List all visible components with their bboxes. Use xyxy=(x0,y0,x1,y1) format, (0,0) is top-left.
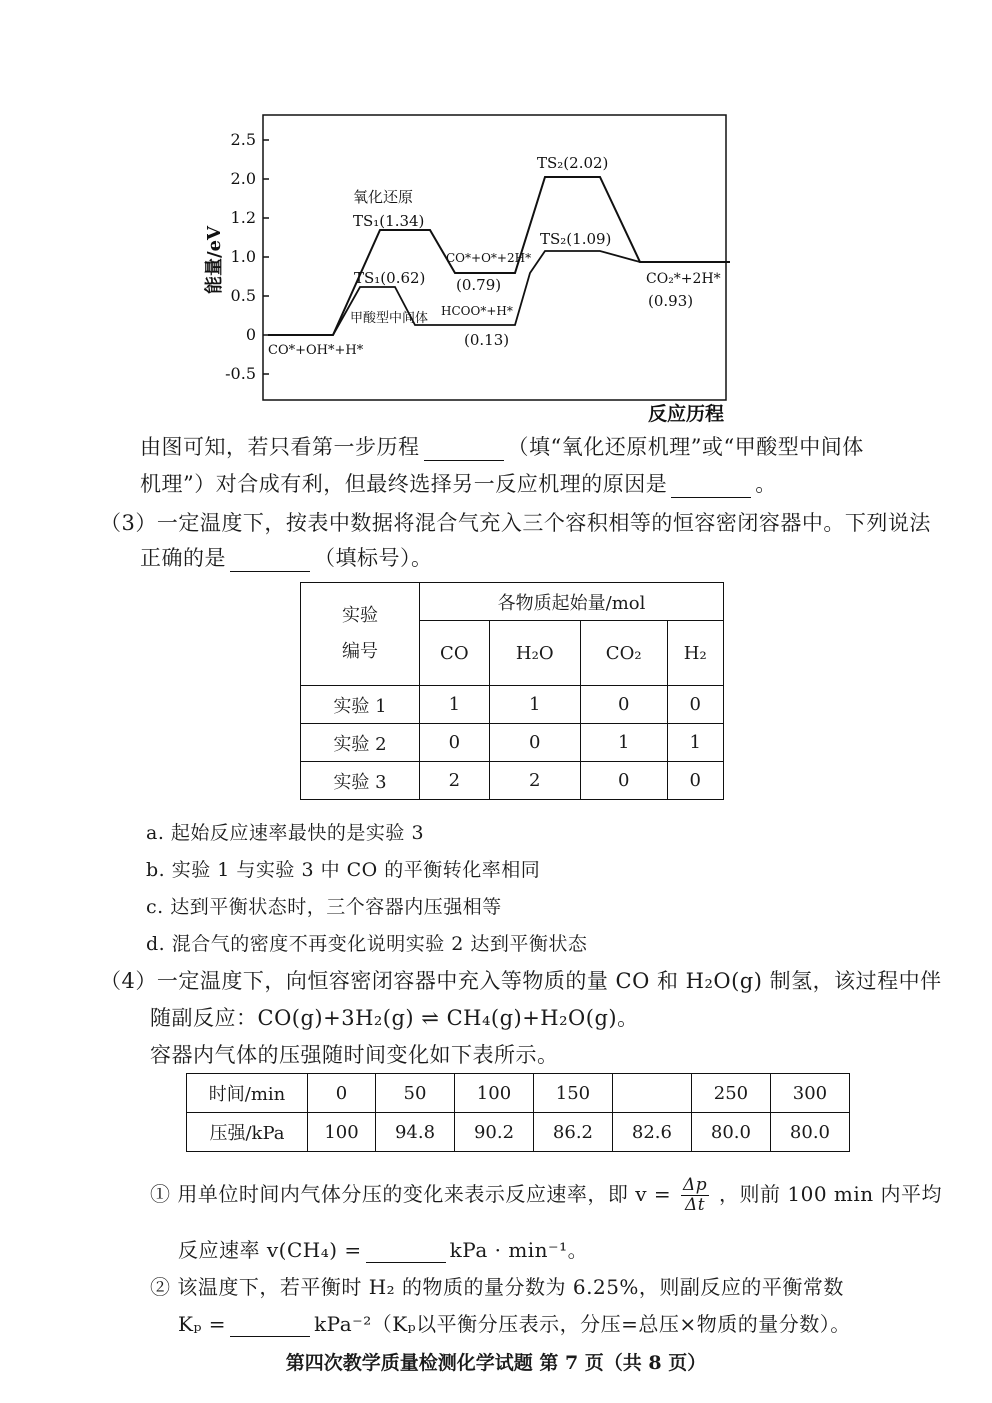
label-redox-title: 氧化还原 xyxy=(353,188,414,206)
y-tick-label: 0.5 xyxy=(230,286,256,305)
label-079: (0.79) xyxy=(456,276,502,294)
y-tick-label: -0.5 xyxy=(225,364,256,383)
y-tick-label: 0 xyxy=(245,325,256,344)
label-formate-path: 甲酸型中间体 xyxy=(350,311,429,326)
energy-profile-chart xyxy=(200,110,760,435)
q2-line-2: 机理”）对合成有利，但最终选择另一反应机理的原因是 。 xyxy=(140,472,777,496)
label-013: (0.13) xyxy=(464,331,510,349)
y-axis-label: 能量/eV xyxy=(204,226,225,294)
table-col-header: H₂ xyxy=(667,621,723,686)
blank-time-cell xyxy=(612,1074,691,1113)
page-footer: 第四次教学质量检测化学试题 第 7 页（共 8 页） xyxy=(285,1352,707,1374)
x-axis-label: 反应历程 xyxy=(648,403,725,425)
q4-sub1-line2: 反应速率 v(CH₄) = kPa · min⁻¹。 xyxy=(178,1238,589,1262)
q4-line-1: （4）一定温度下，向恒容密闭容器中充入等物质的量 CO 和 H₂O(g) 制氢，该过程中伴 xyxy=(100,969,942,993)
pressure-label: 压强/kPa xyxy=(187,1113,308,1152)
option-d: d. 混合气的密度不再变化说明实验 2 达到平衡状态 xyxy=(146,933,588,955)
label-093: (0.93) xyxy=(648,292,694,310)
initial-amount-table xyxy=(300,582,724,800)
table-row: 实验 3 2 2 0 0 xyxy=(301,762,724,800)
table-col-header: H₂O xyxy=(489,621,580,686)
q2-line-1: 由图可知，若只看第一步历程 （填“氧化还原机理”或“甲酸型中间体 xyxy=(140,435,864,459)
option-c: c. 达到平衡状态时，三个容器内压强相等 xyxy=(146,896,502,918)
table-row: 压强/kPa 100 94.8 90.2 86.2 82.6 80.0 80.0 xyxy=(187,1113,850,1152)
table-row: 时间/min 0 50 100 150 250 300 xyxy=(187,1074,850,1113)
answer-blank[interactable] xyxy=(230,1316,310,1337)
label-start: CO*+OH*+H* xyxy=(268,343,364,358)
option-a: a. 起始反应速率最快的是实验 3 xyxy=(146,822,425,844)
q4-line-3: 容器内气体的压强随时间变化如下表所示。 xyxy=(150,1043,559,1067)
q3-line-1: （3）一定温度下，按表中数据将混合气充入三个容积相等的恒容密闭容器中。下列说法 xyxy=(100,511,931,535)
label-ts1-formate: TS₁(0.62) xyxy=(354,269,426,287)
table-row: 实验 1 1 1 0 0 xyxy=(301,686,724,724)
y-tick-label: 1.0 xyxy=(230,247,256,266)
table-col-header: CO xyxy=(420,621,490,686)
pressure-time-table xyxy=(186,1073,850,1152)
answer-blank[interactable] xyxy=(671,477,751,498)
label-end: CO₂*+2H* xyxy=(646,271,721,287)
answer-blank[interactable] xyxy=(424,440,504,461)
y-tick-label: 1.2 xyxy=(230,208,256,227)
y-tick-label: 2.5 xyxy=(230,130,256,149)
table-header-group: 各物质起始量/mol xyxy=(420,583,724,621)
q4-line-2: 随副反应：CO(g)+3H₂(g) ⇌ CH₄(g)+H₂O(g)。 xyxy=(150,1006,639,1030)
time-label: 时间/min xyxy=(187,1074,308,1113)
rate-fraction: $\frac{\Delta p}{\Delta t}$ xyxy=(683,1175,708,1215)
table-header-experiment: 实验 编号 xyxy=(301,583,420,686)
label-ts2-formate: TS₂(1.09) xyxy=(540,230,612,248)
answer-blank[interactable] xyxy=(366,1242,446,1263)
label-ts1-redox: TS₁(1.34) xyxy=(353,212,425,230)
label-ts2-redox: TS₂(2.02) xyxy=(537,154,609,172)
answer-blank[interactable] xyxy=(230,551,310,572)
label-co-o-2h: CO*+O*+2H* xyxy=(446,251,532,265)
label-hcoo: HCOO*+H* xyxy=(441,304,513,318)
q3-line-2: 正确的是 （填标号）。 xyxy=(140,546,433,570)
option-b: b. 实验 1 与实验 3 中 CO 的平衡转化率相同 xyxy=(146,859,541,881)
table-col-header: CO₂ xyxy=(580,621,667,686)
q4-sub1-line1: ① 用单位时间内气体分压的变化来表示反应速率，即 v = $\frac{\Delta p}{\Delta t}$ ，则前 100 min 内平均 xyxy=(150,1175,943,1215)
q4-sub2-line2: Kₚ = kPa⁻²（Kₚ以平衡分压表示，分压=总压×物质的量分数）。 xyxy=(178,1312,851,1336)
table-row: 实验 2 0 0 1 1 xyxy=(301,724,724,762)
q4-sub2-line1: ② 该温度下，若平衡时 H₂ 的物质的量分数为 6.25%，则副反应的平衡常数 xyxy=(150,1275,844,1299)
y-tick-label: 2.0 xyxy=(230,169,256,188)
